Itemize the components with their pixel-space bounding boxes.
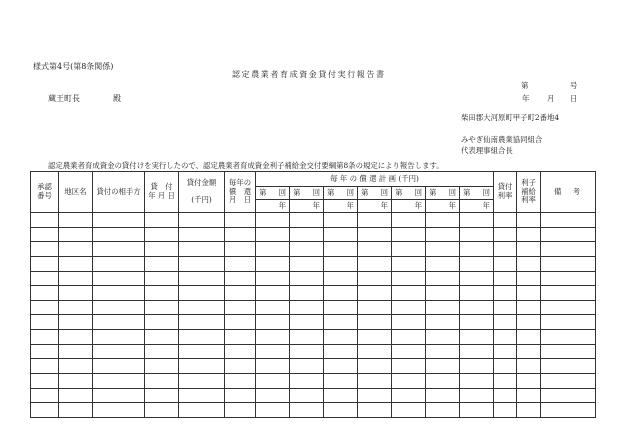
table-cell[interactable] (59, 374, 93, 389)
table-cell[interactable] (426, 388, 460, 403)
table-cell[interactable] (145, 315, 179, 330)
table-cell[interactable] (179, 315, 225, 330)
table-cell[interactable] (31, 403, 59, 418)
table-cell[interactable] (392, 242, 426, 257)
table-cell[interactable] (256, 271, 290, 286)
table-cell[interactable] (324, 359, 358, 374)
table-cell[interactable] (392, 315, 426, 330)
table-cell[interactable] (145, 403, 179, 418)
form-number: 様式第4号(第8条関係) (33, 62, 114, 71)
table-cell[interactable] (256, 388, 290, 403)
table-cell[interactable] (256, 359, 290, 374)
table-cell[interactable] (541, 374, 596, 389)
table-cell[interactable] (225, 315, 256, 330)
table-cell[interactable] (290, 213, 324, 228)
table-cell[interactable] (31, 344, 59, 359)
table-cell[interactable] (460, 403, 494, 418)
table-cell[interactable] (517, 242, 541, 257)
table-cell[interactable] (460, 344, 494, 359)
table-cell[interactable] (179, 388, 225, 403)
table-cell[interactable] (324, 388, 358, 403)
table-cell[interactable] (358, 286, 392, 301)
table-cell[interactable] (31, 300, 59, 315)
table-cell[interactable] (358, 403, 392, 418)
table-cell[interactable] (517, 359, 541, 374)
table-row (31, 359, 596, 374)
table-cell[interactable] (324, 330, 358, 345)
table-cell[interactable] (392, 213, 426, 228)
table-cell[interactable] (93, 374, 145, 389)
table-cell[interactable] (290, 300, 324, 315)
table-cell[interactable] (93, 286, 145, 301)
table-cell[interactable] (179, 256, 225, 271)
table-cell[interactable] (494, 213, 517, 228)
table-cell[interactable] (145, 344, 179, 359)
table-cell[interactable] (392, 344, 426, 359)
header-subsidy-rate: 利子 補給 利率 (517, 172, 541, 213)
table-cell[interactable] (494, 388, 517, 403)
table-cell[interactable] (93, 344, 145, 359)
table-cell[interactable] (290, 388, 324, 403)
table-row (31, 344, 596, 359)
sender-representative: 代表理事組合長 (461, 146, 513, 155)
table-cell[interactable] (145, 213, 179, 228)
table-cell[interactable] (179, 330, 225, 345)
table-cell[interactable] (225, 271, 256, 286)
date-day-label: 日 (570, 94, 578, 103)
table-cell[interactable] (426, 403, 460, 418)
header-borrower: 貸付の相手方 (93, 172, 145, 213)
header-plan-installment: 第 回 (392, 187, 426, 200)
table-cell[interactable] (460, 315, 494, 330)
table-cell[interactable] (426, 271, 460, 286)
table-cell[interactable] (358, 388, 392, 403)
table-cell[interactable] (392, 374, 426, 389)
sender-organization: みやぎ仙南農業協同組合 (461, 135, 543, 144)
table-cell[interactable] (31, 213, 59, 228)
table-cell[interactable] (59, 227, 93, 242)
table-cell[interactable] (494, 286, 517, 301)
header-plan-installment: 第 回 (460, 187, 494, 200)
table-cell[interactable] (31, 315, 59, 330)
table-cell[interactable] (392, 359, 426, 374)
table-row (31, 286, 596, 301)
table-cell[interactable] (517, 213, 541, 228)
table-cell[interactable] (145, 242, 179, 257)
table-cell[interactable] (358, 256, 392, 271)
table-cell[interactable] (225, 227, 256, 242)
table-cell[interactable] (290, 271, 324, 286)
table-cell[interactable] (290, 374, 324, 389)
table-cell[interactable] (517, 300, 541, 315)
table-cell[interactable] (59, 242, 93, 257)
table-cell[interactable] (494, 403, 517, 418)
header-district: 地区名 (59, 172, 93, 213)
table-cell[interactable] (290, 330, 324, 345)
table-cell[interactable] (59, 271, 93, 286)
loan-report-table (30, 171, 596, 418)
table-cell[interactable] (426, 286, 460, 301)
table-row (31, 374, 596, 389)
table-cell[interactable] (541, 271, 596, 286)
header-plan-year: 年 (324, 200, 358, 213)
table-cell[interactable] (256, 300, 290, 315)
table-cell[interactable] (59, 286, 93, 301)
table-cell[interactable] (358, 344, 392, 359)
table-cell[interactable] (145, 256, 179, 271)
table-cell[interactable] (517, 256, 541, 271)
table-cell[interactable] (145, 359, 179, 374)
table-cell[interactable] (145, 271, 179, 286)
table-cell[interactable] (460, 388, 494, 403)
header-approval-number: 承認 番号 (31, 172, 59, 213)
table-cell[interactable] (59, 359, 93, 374)
table-cell[interactable] (460, 330, 494, 345)
table-cell[interactable] (290, 315, 324, 330)
table-cell[interactable] (541, 213, 596, 228)
recipient-honorific: 殿 (113, 94, 121, 103)
table-cell[interactable] (256, 344, 290, 359)
table-cell[interactable] (145, 388, 179, 403)
table-cell[interactable] (290, 242, 324, 257)
table-cell[interactable] (225, 344, 256, 359)
table-cell[interactable] (517, 271, 541, 286)
table-cell[interactable] (93, 213, 145, 228)
header-plan-installment: 第 回 (256, 187, 290, 200)
header-plan-year: 年 (392, 200, 426, 213)
document-title: 認定農業者育成資金貸付実行報告書 (232, 70, 386, 79)
table-cell[interactable] (426, 315, 460, 330)
table-cell[interactable] (145, 227, 179, 242)
table-cell[interactable] (460, 286, 494, 301)
table-cell[interactable] (93, 403, 145, 418)
table-cell[interactable] (225, 300, 256, 315)
table-cell[interactable] (426, 359, 460, 374)
table-cell[interactable] (517, 403, 541, 418)
table-cell[interactable] (225, 330, 256, 345)
table-cell[interactable] (31, 330, 59, 345)
table-cell[interactable] (517, 227, 541, 242)
table-cell[interactable] (93, 315, 145, 330)
table-cell[interactable] (541, 300, 596, 315)
table-row (31, 403, 596, 418)
table-row (31, 227, 596, 242)
table-row (31, 388, 596, 403)
table-row (31, 271, 596, 286)
table-cell[interactable] (225, 242, 256, 257)
header-plan-installment: 第 回 (358, 187, 392, 200)
table-cell[interactable] (494, 330, 517, 345)
table-cell[interactable] (225, 403, 256, 418)
table-cell[interactable] (31, 271, 59, 286)
table-cell[interactable] (494, 256, 517, 271)
table-cell[interactable] (179, 227, 225, 242)
table-row (31, 242, 596, 257)
table-cell[interactable] (225, 286, 256, 301)
table-cell[interactable] (358, 227, 392, 242)
header-plan-installment: 第 回 (324, 187, 358, 200)
table-cell[interactable] (179, 242, 225, 257)
table-cell[interactable] (392, 300, 426, 315)
table-cell[interactable] (145, 286, 179, 301)
table-cell[interactable] (93, 359, 145, 374)
table-row (31, 315, 596, 330)
table-cell[interactable] (426, 242, 460, 257)
header-interest-rate: 貸付 利率 (494, 172, 517, 213)
table-cell[interactable] (59, 403, 93, 418)
header-plan-year: 年 (460, 200, 494, 213)
table-cell[interactable] (324, 403, 358, 418)
table-cell[interactable] (93, 330, 145, 345)
table-cell[interactable] (541, 344, 596, 359)
table-cell[interactable] (93, 242, 145, 257)
table-cell[interactable] (225, 388, 256, 403)
table-cell[interactable] (517, 315, 541, 330)
table-cell[interactable] (290, 359, 324, 374)
table-cell[interactable] (145, 330, 179, 345)
table-cell[interactable] (460, 227, 494, 242)
header-plan-year: 年 (358, 200, 392, 213)
header-plan-year: 年 (256, 200, 290, 213)
table-cell[interactable] (358, 315, 392, 330)
table-cell[interactable] (392, 271, 426, 286)
table-cell[interactable] (59, 330, 93, 345)
table-cell[interactable] (494, 271, 517, 286)
table-cell[interactable] (426, 330, 460, 345)
table-cell[interactable] (494, 242, 517, 257)
header-remarks: 備 考 (541, 172, 596, 213)
table-cell[interactable] (31, 256, 59, 271)
date-month-label: 月 (547, 94, 555, 103)
table-cell[interactable] (31, 227, 59, 242)
table-cell[interactable] (541, 315, 596, 330)
header-repayment-plan: 毎 年 の 償 還 計 画 (千円) (256, 172, 494, 187)
table-cell[interactable] (426, 300, 460, 315)
table-cell[interactable] (324, 242, 358, 257)
table-cell[interactable] (517, 374, 541, 389)
number-dai-label: 第 (521, 81, 529, 90)
table-cell[interactable] (256, 374, 290, 389)
table-cell[interactable] (541, 330, 596, 345)
table-cell[interactable] (179, 300, 225, 315)
date-year-label: 年 (522, 94, 530, 103)
table-row (31, 300, 596, 315)
table-cell[interactable] (256, 242, 290, 257)
table-cell[interactable] (256, 315, 290, 330)
table-cell[interactable] (460, 213, 494, 228)
table-cell[interactable] (426, 256, 460, 271)
table-cell[interactable] (494, 227, 517, 242)
number-go-label: 号 (570, 81, 578, 90)
header-plan-year: 年 (426, 200, 460, 213)
table-cell[interactable] (324, 256, 358, 271)
table-cell[interactable] (59, 300, 93, 315)
table-cell[interactable] (179, 286, 225, 301)
table-cell[interactable] (426, 374, 460, 389)
table-cell[interactable] (290, 403, 324, 418)
table-cell[interactable] (225, 213, 256, 228)
table-cell[interactable] (324, 213, 358, 228)
table-cell[interactable] (225, 359, 256, 374)
table-cell[interactable] (494, 300, 517, 315)
table-cell[interactable] (392, 403, 426, 418)
table-row (31, 213, 596, 228)
table-cell[interactable] (31, 286, 59, 301)
table-cell[interactable] (358, 242, 392, 257)
table-cell[interactable] (541, 286, 596, 301)
table-cell[interactable] (358, 359, 392, 374)
sender-address: 柴田郡大河原町甲子町2番地4 (461, 113, 560, 122)
table-cell[interactable] (358, 300, 392, 315)
table-cell[interactable] (225, 256, 256, 271)
table-cell[interactable] (494, 344, 517, 359)
table-cell[interactable] (426, 227, 460, 242)
table-cell[interactable] (426, 344, 460, 359)
table-cell[interactable] (31, 374, 59, 389)
table-cell[interactable] (93, 227, 145, 242)
header-loan-date: 貸 付 年 月 日 (145, 172, 179, 213)
table-cell[interactable] (358, 374, 392, 389)
table-cell[interactable] (256, 286, 290, 301)
table-cell[interactable] (541, 403, 596, 418)
table-cell[interactable] (324, 227, 358, 242)
table-cell[interactable] (290, 286, 324, 301)
table-cell[interactable] (93, 256, 145, 271)
table-cell[interactable] (93, 388, 145, 403)
table-cell[interactable] (460, 271, 494, 286)
table-cell[interactable] (541, 256, 596, 271)
table-cell[interactable] (392, 227, 426, 242)
table-cell[interactable] (324, 344, 358, 359)
table-cell[interactable] (517, 344, 541, 359)
table-cell[interactable] (145, 374, 179, 389)
table-cell[interactable] (541, 388, 596, 403)
table-cell[interactable] (179, 344, 225, 359)
table-cell[interactable] (358, 213, 392, 228)
table-cell[interactable] (517, 388, 541, 403)
table-cell[interactable] (494, 315, 517, 330)
table-cell[interactable] (179, 403, 225, 418)
table-cell[interactable] (290, 344, 324, 359)
table-cell[interactable] (392, 256, 426, 271)
table-cell[interactable] (256, 213, 290, 228)
header-plan-year: 年 (290, 200, 324, 213)
table-row (31, 330, 596, 345)
table-cell[interactable] (324, 271, 358, 286)
table-cell[interactable] (31, 359, 59, 374)
table-cell[interactable] (31, 388, 59, 403)
header-plan-installment: 第 回 (290, 187, 324, 200)
header-plan-installment: 第 回 (426, 187, 460, 200)
table-cell[interactable] (358, 330, 392, 345)
table-cell[interactable] (225, 374, 256, 389)
table-cell[interactable] (324, 315, 358, 330)
table-cell[interactable] (290, 256, 324, 271)
table-cell[interactable] (256, 330, 290, 345)
table-cell[interactable] (324, 286, 358, 301)
table-cell[interactable] (31, 242, 59, 257)
table-cell[interactable] (59, 388, 93, 403)
table-cell[interactable] (541, 359, 596, 374)
table-cell[interactable] (426, 213, 460, 228)
table-cell[interactable] (324, 374, 358, 389)
table-cell[interactable] (460, 374, 494, 389)
table-cell[interactable] (93, 300, 145, 315)
table-cell[interactable] (179, 374, 225, 389)
recipient-name: 蔵王町長 (48, 94, 80, 103)
table-cell[interactable] (179, 271, 225, 286)
table-cell[interactable] (392, 286, 426, 301)
table-cell[interactable] (179, 213, 225, 228)
table-cell[interactable] (59, 315, 93, 330)
table-cell[interactable] (256, 227, 290, 242)
table-cell[interactable] (460, 359, 494, 374)
table-cell[interactable] (494, 374, 517, 389)
table-cell[interactable] (324, 300, 358, 315)
table-cell[interactable] (59, 344, 93, 359)
table-cell[interactable] (392, 388, 426, 403)
table-cell[interactable] (256, 403, 290, 418)
table-cell[interactable] (541, 227, 596, 242)
table-cell[interactable] (179, 359, 225, 374)
table-cell[interactable] (541, 242, 596, 257)
header-annual-repayment-date: 毎年の 償 還 月 日 (225, 172, 256, 213)
table-cell[interactable] (290, 227, 324, 242)
table-cell[interactable] (460, 300, 494, 315)
table-cell[interactable] (460, 256, 494, 271)
table-cell[interactable] (460, 242, 494, 257)
header-loan-amount: 貸付金額 (千円) (179, 172, 225, 213)
table-cell[interactable] (358, 271, 392, 286)
table-cell[interactable] (93, 271, 145, 286)
table-cell[interactable] (59, 213, 93, 228)
table-row (31, 256, 596, 271)
table-cell[interactable] (392, 330, 426, 345)
report-body-text: 認定農業者育成資金の貸付けを実行したので、認定農業者育成資金利子補給金交付要綱第8条の規定により報告します。 (48, 161, 444, 170)
table-cell[interactable] (517, 286, 541, 301)
table-cell[interactable] (145, 300, 179, 315)
table-cell[interactable] (59, 256, 93, 271)
table-cell[interactable] (517, 330, 541, 345)
table-cell[interactable] (256, 256, 290, 271)
table-cell[interactable] (494, 359, 517, 374)
